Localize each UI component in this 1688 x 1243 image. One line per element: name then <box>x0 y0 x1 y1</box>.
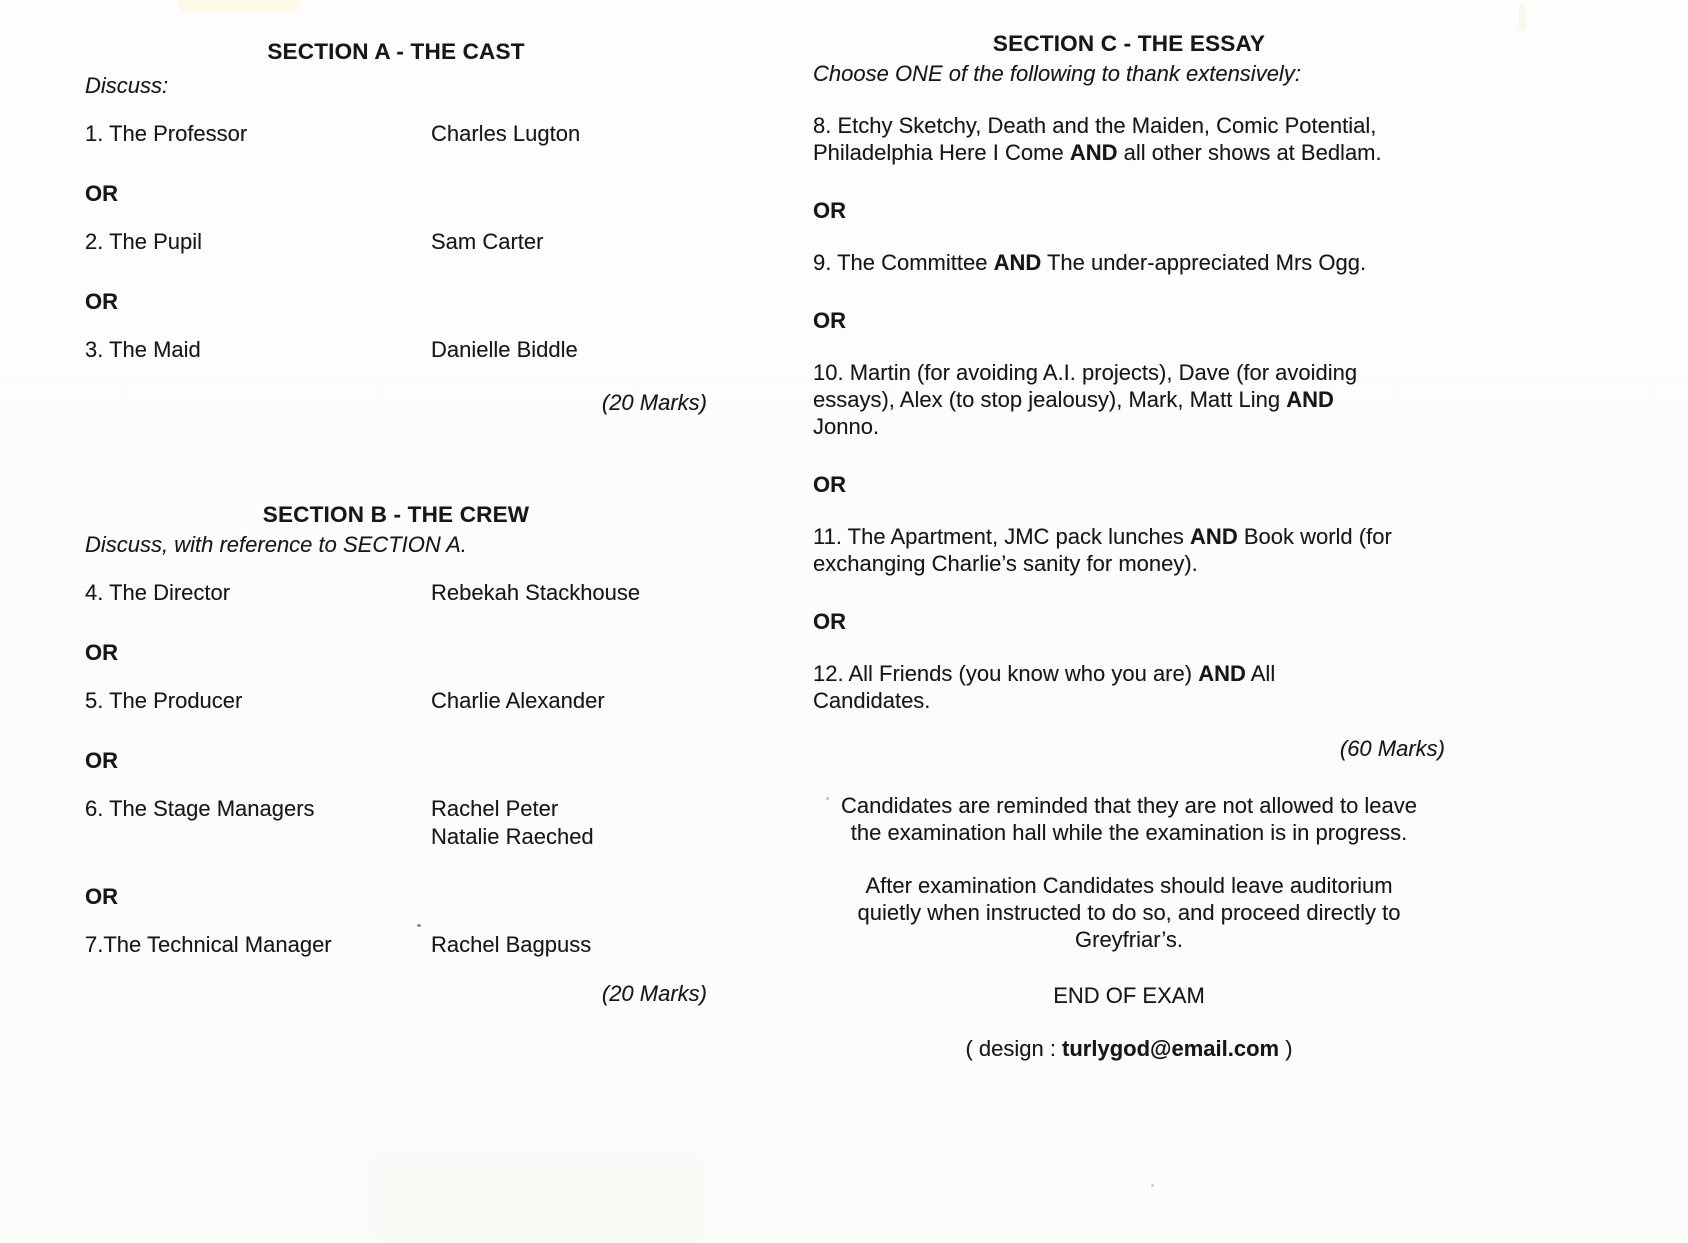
exam-item-row <box>85 931 707 959</box>
item-label: 1. The Professor <box>85 121 248 146</box>
item-names <box>431 336 707 364</box>
bold-and-text: AND <box>993 250 1042 275</box>
essay-item-line <box>813 687 1445 714</box>
essay-text: Book world (for <box>1237 524 1392 549</box>
item-label: 5. The Producer <box>85 688 243 713</box>
design-label-text: ) <box>1279 1036 1293 1061</box>
essay-item-line <box>813 112 1445 139</box>
item-label: 7.The Technical Manager <box>85 932 332 957</box>
section-a-marks: (20 Marks) <box>601 390 707 415</box>
essay-item <box>813 359 1445 440</box>
item-label: 4. The Director <box>85 580 231 605</box>
item-label: 2. The Pupil <box>85 229 203 254</box>
candidate-name: Rachel Bagpuss <box>431 932 592 957</box>
section-b-title: SECTION B - THE CREW <box>262 502 530 527</box>
essay-text: exchanging Charlie’s sanity for money). <box>813 551 1198 576</box>
essay-item-line <box>813 139 1445 166</box>
or-separator: OR <box>813 198 846 223</box>
essay-item <box>813 112 1445 166</box>
essay-text: 11. The Apartment, JMC pack lunches <box>813 524 1191 549</box>
item-names <box>431 120 707 148</box>
item-label: 6. The Stage Managers <box>85 796 315 821</box>
or-separator: OR <box>813 308 846 333</box>
section-a-instruction: Discuss: <box>85 73 169 98</box>
candidate-name: Charlie Alexander <box>431 688 605 713</box>
or-separator: OR <box>85 748 118 773</box>
or-separator: OR <box>813 609 846 634</box>
exam-item-row <box>85 795 707 851</box>
exam-item-row <box>85 228 707 256</box>
item-label: 3. The Maid <box>85 337 201 362</box>
exam-item-row <box>85 579 707 607</box>
or-separator: OR <box>85 289 118 314</box>
essay-item-line <box>813 660 1445 687</box>
or-separator: OR <box>813 472 846 497</box>
candidate-name: Danielle Biddle <box>431 337 578 362</box>
design-credit-line <box>813 1035 1445 1062</box>
paragraph-line: Candidates are reminded that they are not allowed to leave <box>840 793 1418 818</box>
essay-text: Jonno. <box>813 414 880 439</box>
essay-item <box>813 660 1445 714</box>
exit-instructions-paragraph <box>813 872 1445 953</box>
essay-text: 10. Martin (for avoiding A.I. projects), Dave (for avoiding <box>813 360 1358 385</box>
paragraph-line: After examination Candidates should leave auditorium <box>865 873 1393 898</box>
design-label-text: ( design : <box>965 1036 1063 1061</box>
left-column <box>85 0 707 1008</box>
bold-and-text: AND <box>1286 387 1334 412</box>
section-b-items <box>85 579 707 959</box>
item-names <box>431 795 707 851</box>
design-email-text: turlygod@email.com <box>1062 1036 1280 1061</box>
candidate-name: Sam Carter <box>431 229 544 254</box>
or-separator: OR <box>85 884 118 909</box>
essay-item-line <box>813 359 1445 386</box>
essay-text: All <box>1245 661 1276 686</box>
essay-text: all other shows at Bedlam. <box>1117 140 1382 165</box>
section-c-items <box>813 112 1445 714</box>
right-column <box>813 0 1445 1062</box>
essay-text: essays), Alex (to stop jealousy), Mark, Matt Ling <box>813 387 1287 412</box>
or-separator: OR <box>85 181 118 206</box>
candidate-name: Rachel Peter <box>431 796 559 821</box>
essay-text: The under-appreciated Mrs Ogg. <box>1041 250 1367 275</box>
section-c-marks: (60 Marks) <box>1339 736 1445 761</box>
item-names <box>431 687 707 715</box>
essay-text: 9. The Committee <box>813 250 994 275</box>
or-separator: OR <box>85 640 118 665</box>
bold-and-text: AND <box>1069 140 1118 165</box>
item-names <box>431 931 707 959</box>
exam-item-row <box>85 687 707 715</box>
candidate-name: Rebekah Stackhouse <box>431 580 641 605</box>
section-a-title: SECTION A - THE CAST <box>267 39 525 64</box>
section-a-items <box>85 120 707 364</box>
essay-item <box>813 249 1445 276</box>
section-b-instruction: Discuss, with reference to SECTION A. <box>85 532 467 557</box>
scan-shadow <box>368 1152 708 1243</box>
essay-text: 8. Etchy Sketchy, Death and the Maiden, Comic Potential, <box>813 113 1377 138</box>
reminder-paragraph <box>813 792 1445 846</box>
scan-edge-mark <box>1519 5 1526 31</box>
item-names <box>431 579 707 607</box>
section-c-title: SECTION C - THE ESSAY <box>992 31 1266 56</box>
paragraph-line: Greyfriar’s. <box>1075 927 1183 952</box>
item-names <box>431 228 707 256</box>
essay-item-line <box>813 413 1445 440</box>
essay-item-line <box>813 249 1445 276</box>
paragraph-line: the examination hall while the examination is in progress. <box>850 820 1408 845</box>
bold-and-text: AND <box>1190 524 1238 549</box>
essay-text: Candidates. <box>813 688 931 713</box>
exam-item-row <box>85 336 707 364</box>
essay-text: Philadelphia Here I Come <box>813 140 1070 165</box>
exam-item-row <box>85 120 707 148</box>
bold-and-text: AND <box>1198 661 1246 686</box>
essay-item <box>813 523 1445 577</box>
candidate-name: Natalie Raeched <box>431 824 594 849</box>
essay-item-line <box>813 523 1445 550</box>
essay-text: 12. All Friends (you know who you are) <box>813 661 1199 686</box>
end-of-exam-label: END OF EXAM <box>1053 983 1205 1008</box>
paragraph-line: quietly when instructed to do so, and proceed directly to <box>857 900 1401 925</box>
essay-item-line <box>813 550 1445 577</box>
candidate-name: Charles Lugton <box>431 121 581 146</box>
scan-speck <box>1151 1184 1154 1187</box>
section-b-marks: (20 Marks) <box>601 981 707 1006</box>
section-c-instruction: Choose ONE of the following to thank extensively: <box>813 61 1301 86</box>
essay-item-line <box>813 386 1445 413</box>
